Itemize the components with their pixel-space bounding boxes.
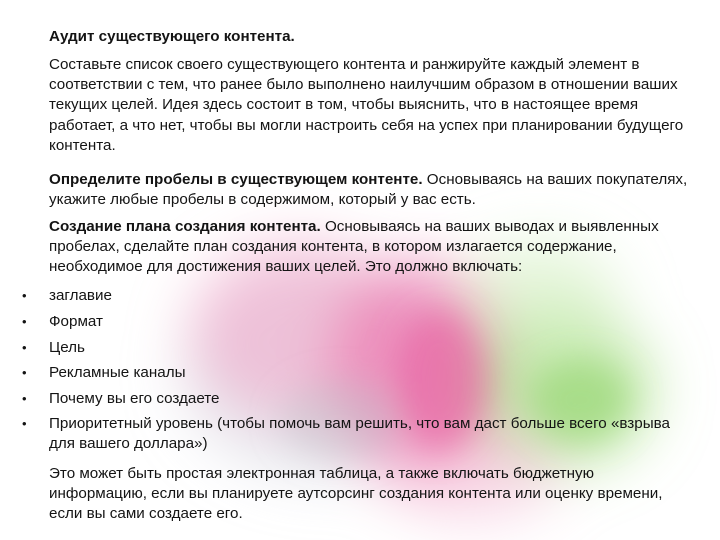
bullet-text: Формат [49, 313, 103, 330]
bullet-dot: • [22, 365, 27, 380]
plan-heading: Создание плана создания контента. [49, 218, 321, 235]
bullet-dot: • [22, 288, 27, 303]
bullet-item [22, 286, 689, 306]
gaps-body: Основываясь на ваших покупателях, укажите любые пробелы в содержимом, который у вас есть. [49, 171, 688, 209]
plan-paragraph [49, 217, 689, 278]
bullet-item [22, 414, 689, 454]
bullet-dot: • [22, 416, 27, 431]
bullet-text: Рекламные каналы [49, 364, 186, 381]
plan-body: Основываясь на ваших выводах и выявленных пробелах, сделайте план создания контента, в котором излагается содержание, необходимое для достижения ваших целей. Это должно включать: [49, 218, 659, 276]
bullet-item [22, 363, 689, 383]
audit-body: Составьте список своего существующего контента и ранжируйте каждый элемент в соответствии с тем, что ранее было выполнено наилучшим образом в отношении ваших текущих целей. Идея здесь состоит в том, чтобы выяснить, что в настоящее время работает, а что нет, чтобы вы могли настроить себя на успех при планировании будущего контента. [49, 56, 684, 154]
bullet-text: Цель [49, 339, 85, 356]
bullet-text: Приоритетный уровень (чтобы помочь вам решить, что вам даст больше всего «взрыва для вашего доллара») [49, 415, 670, 453]
bullet-dot: • [22, 340, 27, 355]
audit-heading: Аудит существующего контента. [49, 28, 295, 45]
bullet-text: заглавие [49, 287, 112, 304]
bullet-text: Почему вы его создаете [49, 390, 220, 407]
bullet-item [22, 338, 689, 358]
bullet-item [22, 312, 689, 332]
bullet-item [22, 389, 689, 409]
bullet-dot: • [22, 391, 27, 406]
closing-paragraph: Это может быть простая электронная таблица, а также включать бюджетную информацию, если вы планируете аутсорсинг создания контента или оценку времени, если вы сами создаете его. [49, 465, 663, 523]
gaps-heading: Определите пробелы в существующем контенте. [49, 171, 423, 188]
gaps-paragraph [49, 170, 689, 210]
bullet-dot: • [22, 314, 27, 329]
